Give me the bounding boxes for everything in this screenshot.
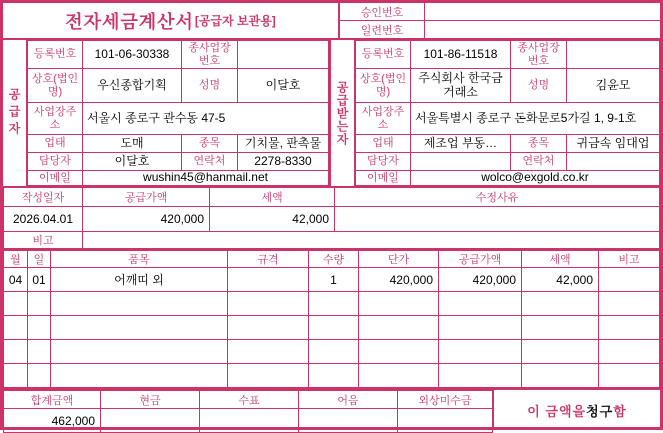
item-tax [522,316,599,340]
supplier-email-label: 이메일 [28,171,83,186]
item-tax [522,340,599,364]
cash-label: 현금 [101,391,200,409]
item-month [4,364,28,388]
supplier-phone: 2278-8330 [238,153,329,171]
items-table [3,249,660,389]
item-name: 어깨띠 외 [51,268,228,292]
item-name [51,316,228,340]
buyer-email-label: 이메일 [356,171,411,186]
supply-amount: 420,000 [83,206,210,231]
revision-reason-label: 수정사유 [335,187,660,206]
table-row [4,316,660,340]
invoice-title-copy-type: [공급자 보관용] [194,14,276,28]
col-spec: 규격 [228,250,309,268]
item-qty [309,316,359,340]
item-tax: 42,000 [522,268,599,292]
buyer-ceo-label: 성명 [511,69,567,103]
approval-number-value [425,3,660,20]
supplier-name: 우신종합기획 [83,69,182,103]
supplier-reg-no: 101-06-30338 [83,41,182,69]
supplier-address-label: 사업장주소 [28,103,83,135]
col-remark: 비고 [599,250,660,268]
approval-number-row [340,3,660,21]
buyer-contact [411,153,511,171]
buyer-address: 서울특별시 종로구 돈화문로5가길 1, 9-1호 [411,103,660,135]
summary-table [3,186,660,249]
supplier-phone-label: 연락처 [182,153,238,171]
item-price: 420,000 [359,268,439,292]
items-header-row [4,250,660,268]
total-amount-label: 합계금액 [4,391,101,409]
buyer-biz-type-label: 업태 [356,135,411,153]
item-supply [439,340,522,364]
col-day: 일 [28,250,51,268]
buyer-sub-biz-label: 종사업장번호 [511,41,567,69]
buyer-email: wolco@exgold.co.kr [411,171,660,186]
buyer-reg-no-label: 등록번호 [356,41,411,69]
item-supply [439,364,522,388]
supplier-address: 서울시 종로구 관수동 47-5 [83,103,329,135]
check-amount [200,409,299,433]
parties-section [3,38,660,186]
table-row [4,364,660,388]
supplier-contact: 이달호 [83,153,182,171]
buyer-phone [567,153,660,171]
item-name [51,292,228,316]
remark-label: 비고 [4,231,83,248]
col-supply: 공급가액 [439,250,522,268]
footer-section [3,388,660,430]
invoice-title: 전자세금계산서 [65,11,194,32]
approval-serial-block [340,3,660,38]
cash-amount [101,409,200,433]
item-price [359,340,439,364]
tax-amount-label: 세액 [210,187,335,206]
issue-date-label: 작성일자 [4,187,83,206]
note-amount [299,409,398,433]
supplier-section [3,40,331,186]
item-remark [599,316,660,340]
item-month: 04 [4,268,28,292]
item-name [51,340,228,364]
serial-number-label: 일련번호 [340,21,425,38]
item-qty: 1 [309,268,359,292]
item-tax [522,364,599,388]
item-supply [439,292,522,316]
buyer-phone-label: 연락처 [511,153,567,171]
supply-amount-label: 공급가액 [83,187,210,206]
buyer-name: 주식회사 한국금거래소 [411,69,511,103]
item-day: 01 [28,268,51,292]
buyer-biz-item: 귀금속 임대업 [567,135,660,153]
supplier-contact-label: 담당자 [28,153,83,171]
buyer-biz-item-label: 종목 [511,135,567,153]
buyer-side-label-text: 공급받는자 [335,80,349,146]
tax-amount: 42,000 [210,206,335,231]
note-label: 어음 [299,391,398,409]
item-day [28,340,51,364]
total-amount: 462,000 [4,409,101,433]
item-month [4,340,28,364]
item-qty [309,340,359,364]
serial-number-row [340,21,660,38]
col-unit-price: 단가 [359,250,439,268]
item-price [359,364,439,388]
buyer-side-label [331,40,355,186]
supplier-ceo-label: 성명 [182,69,238,103]
item-day [28,364,51,388]
supplier-side-label-text: 공급자 [7,87,21,139]
supplier-ceo: 이달호 [238,69,329,103]
item-supply: 420,000 [439,268,522,292]
supplier-biz-type: 도매 [83,135,182,153]
item-day [28,316,51,340]
buyer-reg-no: 101-86-11518 [411,41,511,69]
item-qty [309,364,359,388]
item-remark [599,268,660,292]
supplier-side-label [3,40,27,186]
item-qty [309,292,359,316]
claim-note-suffix: 함 [613,403,627,419]
item-spec [228,292,309,316]
item-name [51,364,228,388]
col-qty: 수량 [309,250,359,268]
supplier-email: wushin45@hanmail.net [83,171,329,186]
supplier-biz-item: 기치물, 판촉물 [238,135,329,153]
col-month: 월 [4,250,28,268]
item-spec [228,364,309,388]
buyer-address-label: 사업장주소 [356,103,411,135]
table-row [4,340,660,364]
item-month [4,292,28,316]
item-spec [228,316,309,340]
item-month [4,316,28,340]
supplier-table [27,40,329,186]
buyer-ceo: 김윤모 [567,69,660,103]
table-row [4,292,660,316]
claim-note-prefix: 이 금액을 [527,403,587,419]
credit-amount [398,409,493,433]
col-tax: 세액 [522,250,599,268]
title-bar [3,3,660,38]
item-spec [228,268,309,292]
item-supply [439,316,522,340]
buyer-biz-type: 제조업 부동… [411,135,511,153]
buyer-contact-label: 담당자 [356,153,411,171]
page-title [3,3,340,38]
remark-value [83,231,660,248]
table-row [4,268,660,292]
item-remark [599,340,660,364]
buyer-name-label: 상호(법인명) [356,69,411,103]
buyer-section [331,40,660,186]
buyer-table [355,40,660,186]
claim-note-method: 청구 [586,403,614,419]
serial-number-value [425,21,660,38]
col-item: 품목 [51,250,228,268]
item-remark [599,292,660,316]
item-tax [522,292,599,316]
credit-label: 외상미수금 [398,391,493,409]
supplier-biz-type-label: 업태 [28,135,83,153]
claim-note [493,390,660,430]
item-spec [228,340,309,364]
supplier-name-label: 상호(법인명) [28,69,83,103]
item-remark [599,364,660,388]
supplier-biz-item-label: 종목 [182,135,238,153]
item-price [359,316,439,340]
issue-date: 2026.04.01 [4,206,83,231]
supplier-reg-no-label: 등록번호 [28,41,83,69]
totals-table [3,390,493,433]
check-label: 수표 [200,391,299,409]
supplier-sub-biz-label: 종사업장번호 [182,41,238,69]
item-price [359,292,439,316]
approval-number-label: 승인번호 [340,3,425,20]
supplier-sub-biz-no [238,41,329,69]
buyer-sub-biz-no [567,41,660,69]
item-day [28,292,51,316]
revision-reason [335,206,660,231]
